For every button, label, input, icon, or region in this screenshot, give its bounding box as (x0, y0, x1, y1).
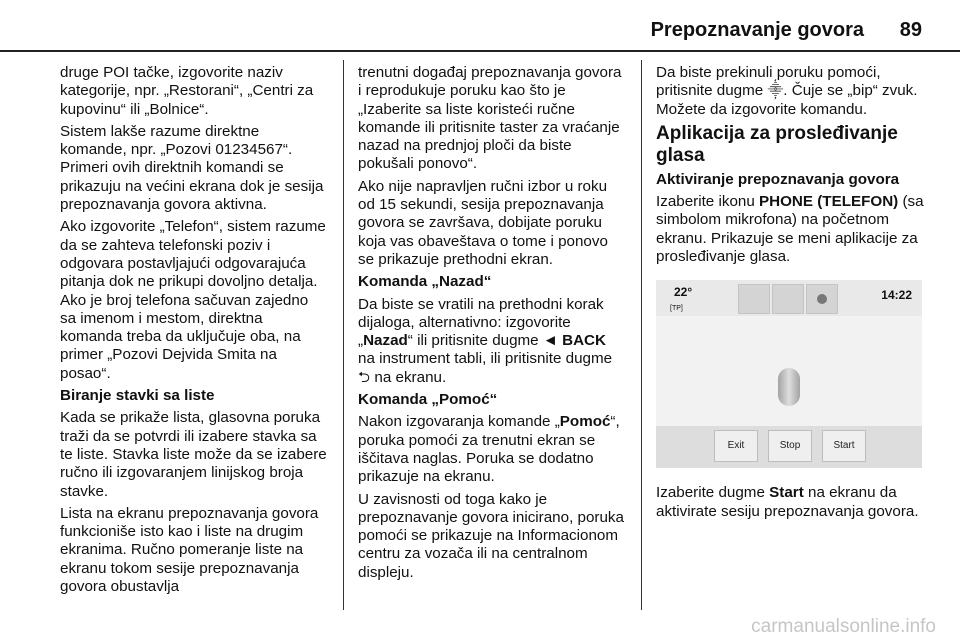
command-term: Pomoć (559, 413, 611, 431)
command-term: Nazad (363, 332, 408, 350)
column-3 (656, 64, 928, 525)
column-divider (343, 60, 344, 610)
voice-app-screenshot (656, 280, 922, 468)
phone-icon (738, 284, 770, 314)
text: . Čuje se „bip“ zvuk. Možete da izgovorite komandu. (656, 82, 918, 118)
section-heading: Komanda „Pomoć“ (358, 391, 498, 409)
back-icon: ⮌ (358, 368, 371, 386)
screen-status-bar (656, 280, 922, 316)
stop-button[interactable]: Stop (768, 430, 812, 462)
device-icon (772, 284, 804, 314)
page-header (0, 0, 960, 46)
text: (sa simbolom mikrofona) na početnom ekranu. Prikazuje se meni aplikacije za prosleđivanje glasa. (656, 193, 924, 266)
text: na instrument tabli, ili pritisnite dugme (358, 350, 613, 368)
paragraph (358, 296, 626, 387)
text: na ekranu. (374, 368, 447, 386)
tp-indicator: [TP] (670, 305, 683, 313)
column-1 (60, 64, 328, 600)
paragraph: druge POI tačke, izgovorite naziv kategorije, npr. „Restorani“, „Centri za kupovinu“ ili „Bolnice“. (60, 64, 314, 118)
paragraph: Ako nije napravljen ručni izbor u roku od 15 sekundi, sesija prepoznavanja govora se završava, dobijate poruku koja vas obaveštava o tome i ponovo se prikazuje prethodni ekran. (358, 177, 608, 268)
screen-main (656, 316, 922, 468)
text: “ ili pritisnite dugme (407, 332, 539, 350)
paragraph (358, 413, 626, 486)
start-label: Start (769, 484, 804, 502)
text: na ekranu da aktivirate sesiju prepoznavanja govora. (656, 484, 919, 520)
clock: 14:22 (881, 288, 912, 303)
paragraph (656, 193, 928, 266)
paragraph: U zavisnosti od toga kako je prepoznavanje govora inicirano, poruka pomoći se prikazuje na Informacionom centru za vozača ili na centralnom displeju. (358, 490, 624, 581)
header-rule (0, 50, 960, 52)
section-title: Aplikacija za prosleđivanje glasa (656, 122, 898, 166)
voice-icon: ⸎ (767, 82, 784, 100)
paragraph (656, 64, 928, 119)
column-2 (358, 64, 626, 586)
watermark: carmanualsonline.info (751, 616, 936, 637)
back-button-label: ◄ BACK (542, 332, 606, 350)
section-heading: Aktiviranje prepoznavanja govora (656, 170, 900, 188)
page-title: Prepoznavanje govora (650, 19, 864, 41)
phone-label: PHONE (TELEFON) (759, 193, 899, 211)
paragraph: Kada se prikaže lista, glasovna poruka traži da se potvrdi ili izabere stavka sa te liste. Stavka liste može da se izabere ručno ili izgovaranjem linijskog broja stavke. (60, 409, 327, 500)
section-heading: Biranje stavki sa liste (60, 387, 215, 405)
text: Da biste prekinuli poruku pomoći, pritisnite dugme (656, 64, 881, 100)
text: “, poruka pomoći za trenutni ekran se iščitava naglas. Poruka se dodatno prikazuje na ekranu. (358, 413, 620, 486)
record-icon (806, 284, 838, 314)
temperature: 22° (674, 285, 693, 300)
text: Nakon izgovaranja komande „ (358, 413, 560, 431)
exit-button[interactable]: Exit (714, 430, 758, 462)
text: Da biste se vratili na prethodni korak dijaloga, alternativno: izgovorite „ (358, 295, 604, 350)
column-divider (641, 60, 642, 610)
paragraph (656, 484, 928, 521)
paragraph: trenutni događaj prepoznavanja govora i reprodukuje poruku kao što je „Izaberite sa liste koristeći ručne komande ili pritisnite taster za vraćanje nazad na prednjoj ploči da biste pokušali ponovo“. (358, 64, 622, 173)
text: Izaberite ikonu (656, 193, 755, 211)
paragraph: Lista na ekranu prepoznavanja govora funkcioniše isto kao i liste na drugim ekranima. Ručno pomeranje liste na ekranu tokom sesije prepoznavanja govora obustavlja (60, 504, 319, 596)
paragraph: Ako izgovorite „Telefon“, sistem razume da se zahteva telefonski poziv i odgovara postavljajući odgovarajuća pitanja dok ne prikupi dovoljno detalja. Ako je broj telefona sačuvan zajedno sa imenom i mestom, direktna komanda treba da uključuje oba, na primer „Pozovi Dejvida Smita na posao“. (60, 218, 326, 382)
section-heading: Komanda „Nazad“ (358, 273, 492, 291)
paragraph: Sistem lakše razume direktne komande, npr. „Pozovi 01234567“. Primeri ovih direktnih komandi se prikazuju na većini ekrana dok je sesija prepoznavanja govora aktivna. (60, 122, 324, 214)
text: Izaberite dugme (656, 484, 765, 502)
page-number: 89 (899, 19, 922, 41)
start-button[interactable]: Start (822, 430, 866, 462)
screen-button-bar (656, 426, 922, 468)
microphone-icon (778, 368, 800, 406)
